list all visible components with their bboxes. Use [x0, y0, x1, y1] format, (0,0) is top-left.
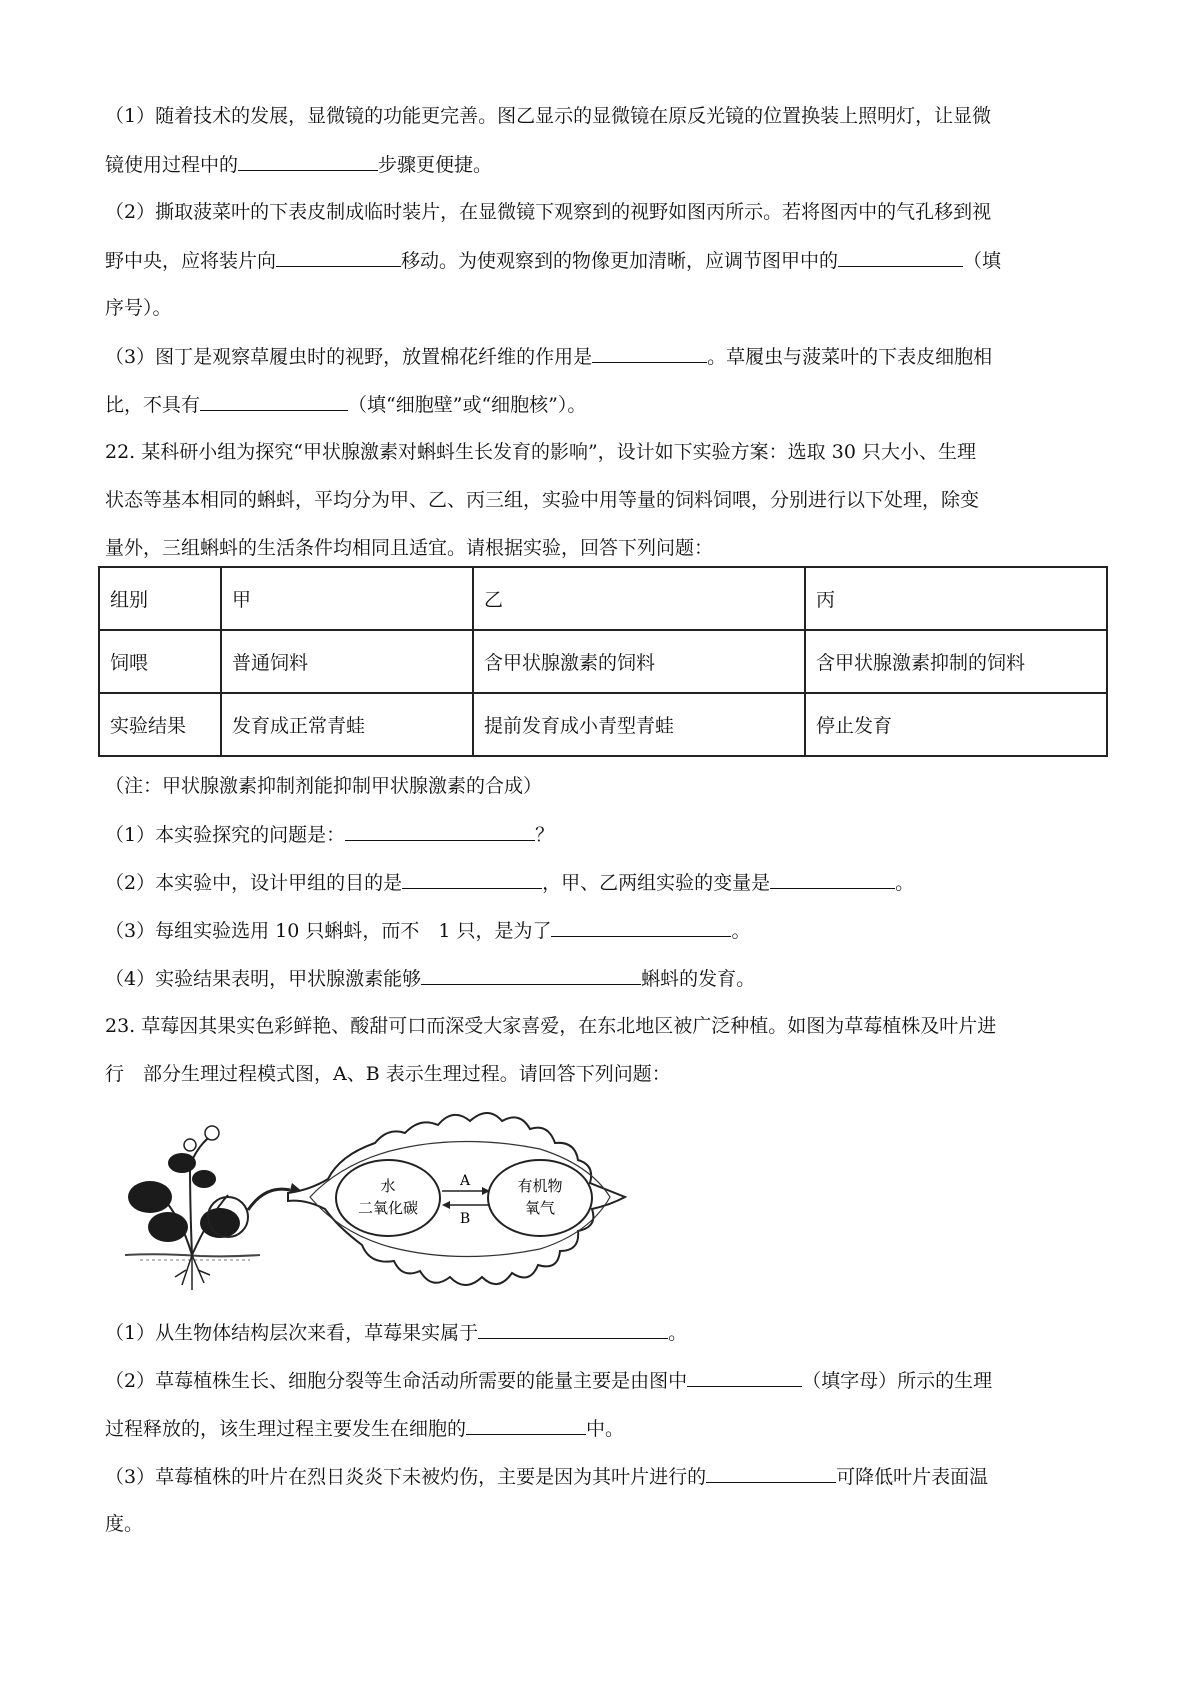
q22-intro-line3: [105, 534, 713, 562]
answer-blank[interactable]: [402, 868, 542, 889]
q23-sub2-line1: [105, 1366, 992, 1395]
q23-intro-line1: [105, 1012, 996, 1040]
q23-sub1: [105, 1318, 687, 1347]
label-carbon-dioxide: 二氧化碳: [357, 1199, 419, 1217]
text: 移动。为使观察到的物像更加清晰，应调节图甲中的: [401, 250, 839, 272]
q21-part3-line1: [105, 342, 992, 371]
q23-sub3-line1: [105, 1462, 988, 1491]
answer-blank[interactable]: [238, 150, 378, 171]
text: 。草履虫与菠菜叶的下表皮细胞相: [707, 346, 993, 368]
text: （2）本实验中，设计甲组的目的是: [105, 872, 403, 894]
text: ？: [535, 824, 555, 846]
zoom-arrow: [248, 1189, 290, 1210]
table-cell: 普通饲料: [221, 630, 473, 693]
text: （1）从生物体结构层次来看，草莓果实属于: [105, 1322, 479, 1344]
q22-sub1: [105, 820, 554, 849]
answer-blank[interactable]: [421, 964, 641, 985]
table-row: [99, 567, 1107, 630]
table-cell: 提前发育成小青型青蛙: [473, 693, 805, 756]
answer-blank[interactable]: [551, 916, 731, 937]
text: （填字母）所示的生理: [802, 1370, 993, 1392]
label-oxygen: 氧气: [524, 1199, 556, 1217]
q21-part3-line2: [105, 390, 586, 419]
table-cell: 饲喂: [99, 630, 221, 693]
text: （3）图丁是观察草履虫时的视野，放置棉花纤维的作用是: [105, 346, 593, 368]
q22-intro-line2: [105, 486, 979, 514]
text: （3）每组实验选用 10 只蝌蚪，而不 1 只，是为了: [105, 920, 552, 942]
plant-roots: [175, 1255, 210, 1290]
label-b: B: [459, 1211, 471, 1227]
q23-intro-line2: [105, 1060, 671, 1088]
text: 状态等基本相同的蝌蚪，平均分为甲、乙、丙三组，实验中用等量的饲料饲喂，分别进行以下处理，除变: [105, 489, 980, 511]
table-cell: 含甲状腺激素抑制的饲料: [805, 630, 1107, 693]
right-circle: [488, 1160, 592, 1236]
answer-blank[interactable]: [345, 820, 535, 841]
text: （3）草莓植株的叶片在烈日炎炎下未被灼伤，主要是因为其叶片进行的: [105, 1466, 707, 1488]
table-cell: 乙: [473, 567, 805, 630]
q22-intro-line1: [105, 438, 976, 466]
text: （填“细胞壁”或“细胞核”）。: [348, 394, 587, 416]
text: 。: [731, 920, 751, 942]
text: 镜使用过程中的: [105, 154, 239, 176]
table-cell: 停止发育: [805, 693, 1107, 756]
q21-part1-line1: [105, 102, 991, 130]
experiment-table: [98, 566, 1108, 757]
text: 量外，三组蝌蚪的生活条件均相同且适宜。请根据实验，回答下列问题：: [105, 537, 714, 559]
q22-sub4: [105, 964, 755, 993]
table-row: [99, 693, 1107, 756]
text: 23. 草莓因其果实色彩鲜艳、酸甜可口而深受大家喜爱，在东北地区被广泛种植。如图为草莓植株及叶片进: [105, 1015, 997, 1037]
text: （填: [963, 250, 1002, 272]
left-circle: [336, 1160, 440, 1236]
text: （1）本实验探究的问题是：: [105, 824, 346, 846]
q22-sub3: [105, 916, 751, 945]
text: 。: [668, 1322, 688, 1344]
text: （2）草莓植株生长、细胞分裂等生命活动所需要的能量主要是由图中: [105, 1370, 688, 1392]
text: （4）实验结果表明，甲状腺激素能够: [105, 968, 422, 990]
q22-note: [105, 772, 542, 800]
text: 可降低叶片表面温: [836, 1466, 989, 1488]
q21-part2-line3: [105, 294, 172, 322]
table-row: [99, 630, 1107, 693]
text: 步骤更便捷。: [378, 154, 493, 176]
text: 蝌蚪的发育。: [641, 968, 756, 990]
text: 比，不具有: [105, 394, 201, 416]
table-cell: 发育成正常青蛙: [221, 693, 473, 756]
answer-blank[interactable]: [838, 246, 963, 267]
text: （1）随着技术的发展，显微镜的功能更完善。图乙显示的显微镜在原反光镜的位置换装上照明灯，让显微: [105, 105, 992, 127]
answer-blank[interactable]: [466, 1414, 586, 1435]
label-a: A: [459, 1173, 471, 1189]
answer-blank[interactable]: [200, 390, 348, 411]
text: （2）撕取菠菜叶的下表皮制成临时装片，在显微镜下观察到的视野如图丙所示。若将图丙中的气孔移到视: [105, 201, 992, 223]
q21-part2-line1: [105, 198, 991, 226]
table-cell: 甲: [221, 567, 473, 630]
answer-blank[interactable]: [706, 1462, 836, 1483]
text: （注：甲状腺激素抑制剂能抑制甲状腺激素的合成）: [105, 775, 543, 797]
answer-blank[interactable]: [687, 1366, 802, 1387]
text: 行 部分生理过程模式图，A、B 表示生理过程。请回答下列问题：: [105, 1063, 671, 1085]
table-cell: 组别: [99, 567, 221, 630]
answer-blank[interactable]: [276, 246, 401, 267]
text: 度。: [105, 1513, 144, 1535]
strawberry-flowers: [184, 1126, 219, 1151]
table-cell: 实验结果: [99, 693, 221, 756]
q21-part2-line2: [105, 246, 1001, 275]
text: ，甲、乙两组实验的变量是: [542, 872, 771, 894]
text: 22. 某科研小组为探究“甲状腺激素对蝌蚪生长发育的影响”，设计如下实验方案：选取 30 只大小、生理: [105, 441, 976, 463]
q22-sub2: [105, 868, 914, 897]
table-cell: 丙: [805, 567, 1107, 630]
text: 野中央，应将装片向: [105, 250, 277, 272]
answer-blank[interactable]: [592, 342, 707, 363]
answer-blank[interactable]: [478, 1318, 668, 1339]
table-cell: 含甲状腺激素的饲料: [473, 630, 805, 693]
label-water: 水: [380, 1177, 396, 1195]
text: 序号）。: [105, 297, 172, 319]
text: 中。: [586, 1418, 625, 1440]
strawberry-leaf-diagram: [120, 1105, 700, 1305]
text: 。: [895, 872, 915, 894]
q23-sub2-line2: [105, 1414, 624, 1443]
answer-blank[interactable]: [770, 868, 895, 889]
label-organic-matter: 有机物: [517, 1177, 563, 1195]
q21-part1-line2: [105, 150, 492, 179]
text: 过程释放的，该生理过程主要发生在细胞的: [105, 1418, 467, 1440]
q23-sub3-line2: [105, 1510, 143, 1538]
